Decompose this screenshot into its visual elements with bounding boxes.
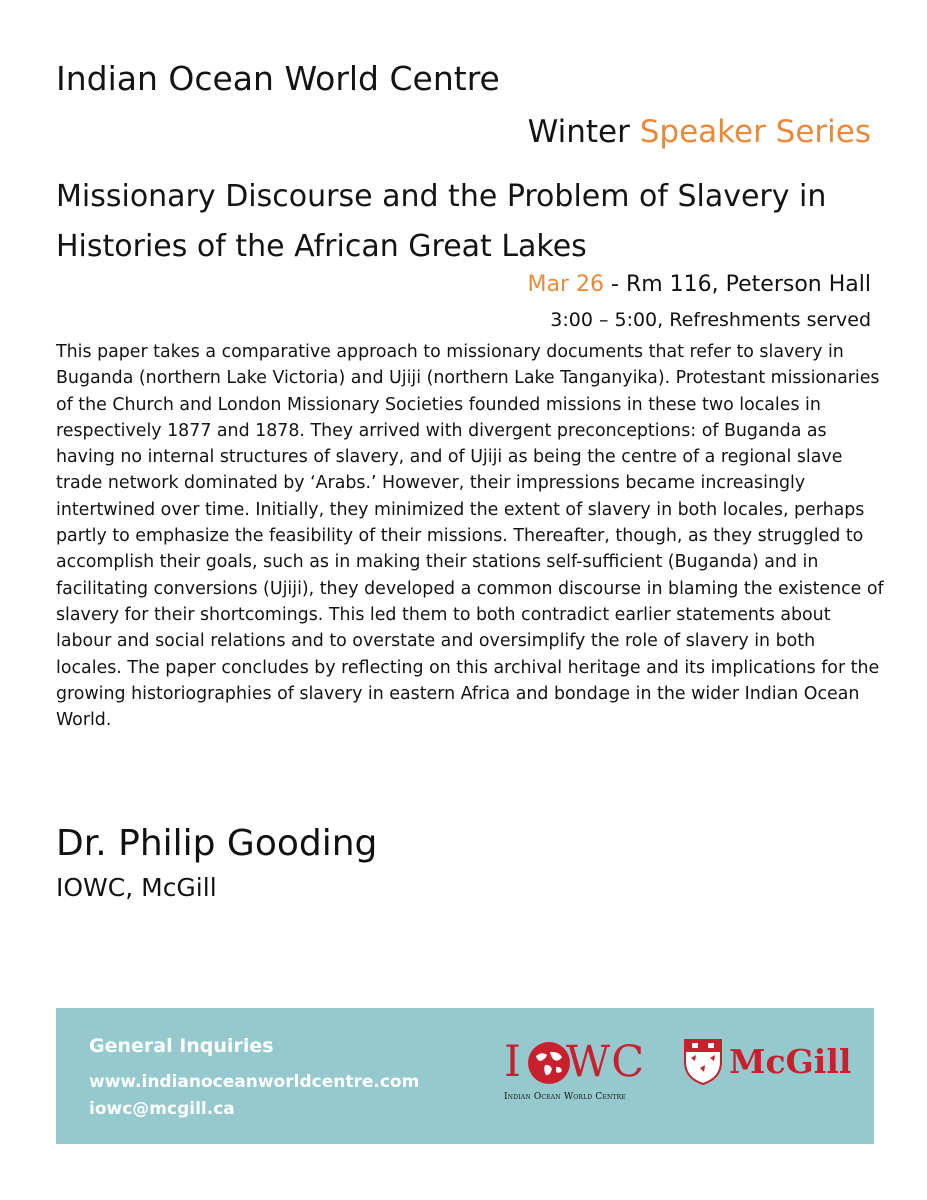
iowc-letter-i: I xyxy=(504,1037,522,1087)
date-location-line xyxy=(528,270,871,300)
iowc-letters xyxy=(504,1036,645,1088)
inquiries-title: General Inquiries xyxy=(89,1035,274,1057)
iowc-letters-wc: WC xyxy=(566,1037,646,1087)
org-title: Indian Ocean World Centre xyxy=(56,59,500,98)
talk-date: Mar 26 xyxy=(527,272,605,297)
talk-location: - Rm 116, Peterson Hall xyxy=(604,272,871,297)
series-highlight: Speaker Series xyxy=(639,114,871,150)
talk-time: 3:00 – 5:00, Refreshments served xyxy=(550,309,871,331)
speaker-affiliation: IOWC, McGill xyxy=(56,873,217,902)
iowc-subtitle: Indian Ocean World Centre xyxy=(504,1092,626,1102)
shield-icon xyxy=(683,1038,723,1086)
speaker-name: Dr. Philip Gooding xyxy=(56,823,378,864)
email-link[interactable]: iowc@mcgill.ca xyxy=(89,1099,235,1119)
mcgill-logo xyxy=(683,1038,853,1098)
iowc-logo xyxy=(504,1036,664,1116)
website-link[interactable]: www.indianoceanworldcentre.com xyxy=(89,1072,420,1092)
talk-abstract: This paper takes a comparative approach to missionary documents that refer to slavery in Buganda (northern Lake Victoria) and Ujiji (northern Lake Tanganyika). Protestant missionaries of the Church and London Missionary Societies founded missions in these two locales in respectively 1877 and 1878. They arrived with divergent preconceptions: of Buganda as having no internal structures of slavery, and of Ujiji as being the centre of a regional slave trade network dominated by ‘Arabs.’ However, their impressions became increasingly intertwined over time. Initially, they minimized the extent of slavery in both locales, perhaps partly to emphasize the feasibility of their missions. Thereafter, though, as they struggled to accomplish their goals, such as in making their stations self-sufficient (Buganda) and in facilitating conversions (Ujiji), they developed a common discourse in blaming the existence of slavery for their shortcomings. This led them to both contradict earlier statements about labour and social relations and to overstate and oversimplify the role of slavery in both locales. The paper concludes by reflecting on this archival heritage and its implications for the growing historiographies of slavery in eastern Africa and bondage in the wider Indian Ocean World. xyxy=(56,342,884,731)
series-title xyxy=(528,112,871,152)
mcgill-wordmark: McGill xyxy=(729,1042,852,1081)
talk-title: Missionary Discourse and the Problem of Slavery in Histories of the African Great Lakes xyxy=(56,179,827,264)
series-prefix: Winter xyxy=(527,114,630,150)
footer-panel xyxy=(56,1008,874,1144)
